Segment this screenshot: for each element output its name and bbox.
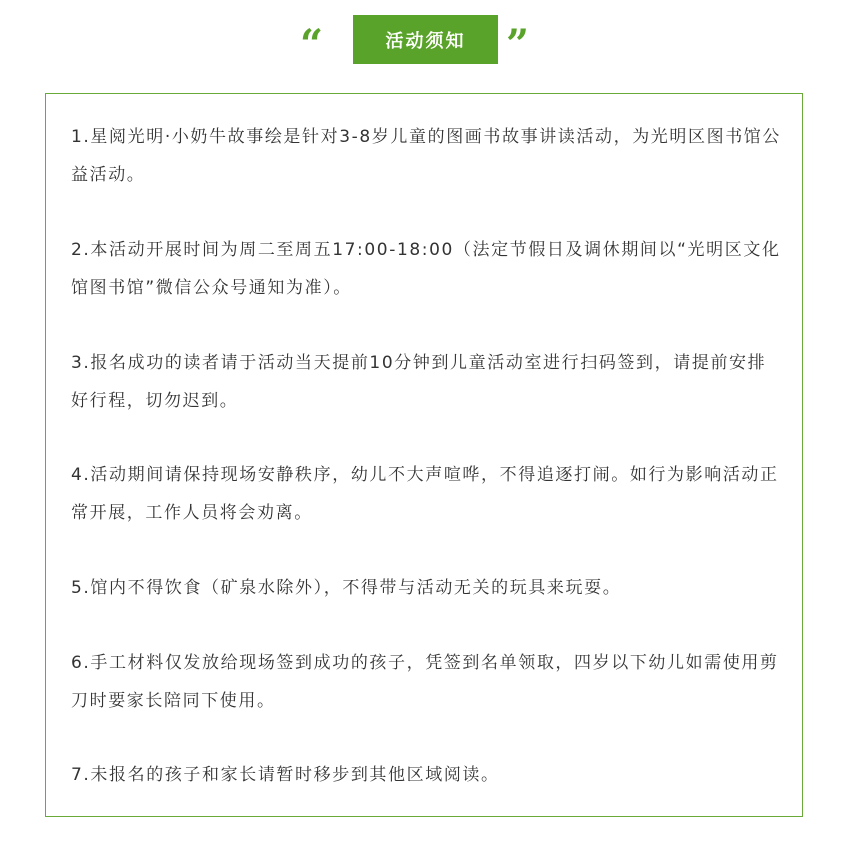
notice-item-1: 1.星阅光明·小奶牛故事绘是针对3-8岁儿童的图画书故事讲读活动，为光明区图书馆公益活动。: [71, 127, 781, 185]
notice-item-7: 7.未报名的孩子和家长请暂时移步到其他区域阅读。: [71, 765, 500, 785]
notice-box: [45, 93, 803, 817]
notice-item-6: 6.手工材料仅发放给现场签到成功的孩子，凭签到名单领取，四岁以下幼儿如需使用剪刀时要家长陪同下使用。: [71, 653, 779, 711]
section-header: [0, 15, 845, 68]
section-title: 活动须知: [353, 15, 498, 64]
notice-item-3: 3.报名成功的读者请于活动当天提前10分钟到儿童活动室进行扫码签到，请提前安排好行程，切勿迟到。: [71, 353, 767, 411]
notice-item-4: 4.活动期间请保持现场安静秩序，幼儿不大声喧哗，不得追逐打闹。如行为影响活动正常开展，工作人员将会劝离。: [71, 465, 779, 523]
right-quote-icon: ”: [506, 21, 530, 68]
left-quote-icon: “: [300, 21, 324, 68]
notice-item-2: 2.本活动开展时间为周二至周五17:00-18:00（法定节假日及调休期间以“光明区文化馆图书馆”微信公众号通知为准）。: [71, 240, 781, 298]
notice-item-5: 5.馆内不得饮食（矿泉水除外），不得带与活动无关的玩具来玩耍。: [71, 578, 622, 598]
